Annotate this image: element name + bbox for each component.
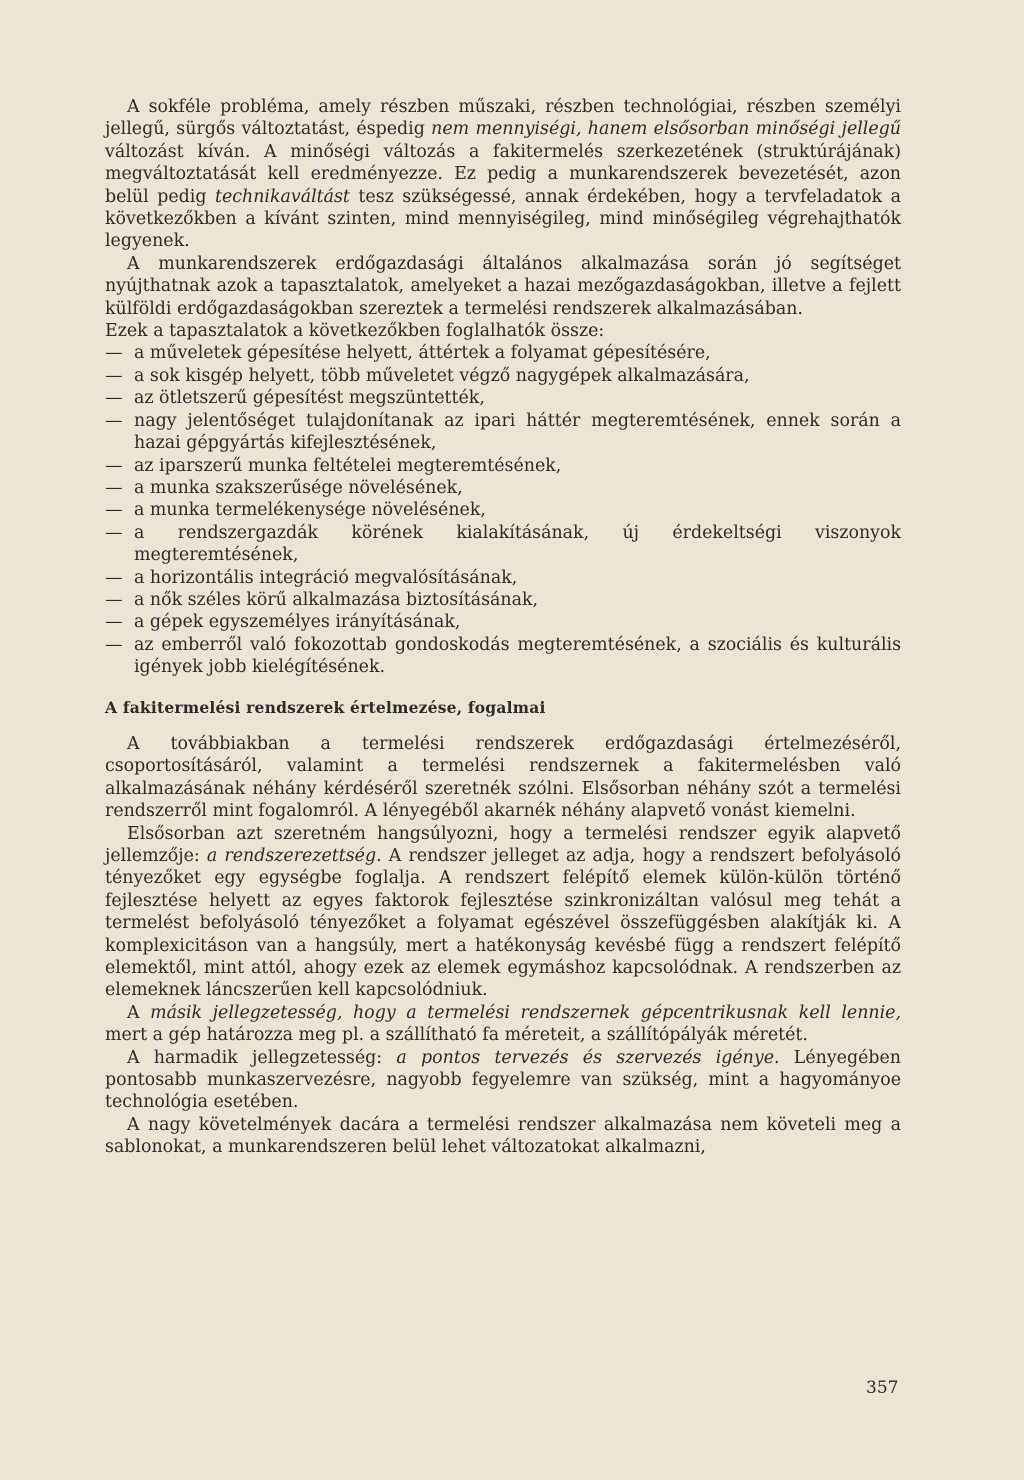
paragraph-summary-lead: Ezek a tapasztalatok a következőkben foglalhatók össze: xyxy=(105,321,605,342)
section-heading: A fakitermelési rendszerek értelmezése, fogalmai xyxy=(105,697,546,717)
list-item: — a nők széles körű alkalmazása biztosításának, xyxy=(105,589,901,611)
paragraph-section-4 xyxy=(105,1047,901,1114)
list-item: — a gépek egyszemélyes irányításának, xyxy=(105,611,901,633)
list-item: — a munka termelékenysége növelésének, xyxy=(105,499,901,521)
text-run: tesz szükségessé, annak érdekében, hogy a tervfeladatok a következőkben a kívánt szinten, mind mennyiségileg, mind minőségileg végrehajthatók legyenek. xyxy=(105,186,901,252)
experience-list xyxy=(105,342,901,678)
emphasis: technikaváltást xyxy=(215,186,350,207)
list-item: — az ötletszerű gépesítést megszüntették, xyxy=(105,387,901,409)
paragraph-section-2 xyxy=(105,823,901,1002)
paragraph-section-5: A nagy követelmények dacára a termelési rendszer alkalmazása nem követeli meg a sablonokat, a munkarendszeren belül lehet változatokat alkalmazni, xyxy=(105,1114,901,1158)
emphasis: másik jellegzetesség, hogy a termelési rendszernek gépcentrikusnak kell lennie, xyxy=(150,1002,901,1023)
list-item: — az iparszerű munka feltételei megteremtésének, xyxy=(105,455,901,477)
list-item: — a műveletek gépesítése helyett, áttértek a folyamat gépesítésére, xyxy=(105,342,901,364)
text-run: A harmadik jellegzetesség: xyxy=(127,1047,397,1068)
emphasis: a rendszerezettség. xyxy=(206,846,382,866)
list-item: — a rendszergazdák körének kialakításának, új érdekeltségi viszonyok megteremtésének, xyxy=(105,522,901,567)
list-item: — nagy jelentőséget tulajdonítanak az ipari háttér megteremtésének, ennek során a hazai gépgyártás kifejlesztésének, xyxy=(105,410,901,455)
list-item: — az emberről való fokozottab gondoskodás megteremtésének, a szociális és kulturális igények jobb kielégítésének. xyxy=(105,634,901,679)
paragraph-experience: A munkarendszerek erdőgazdasági általános alkalmazása során jó segítséget nyújthatnak azok a tapasztalatok, amelyeket a hazai mezőgazdaságokban, illetve a fejlett külföldi erdőgazdaságokban szereztek a termelési rendszerek alkalmazásában. xyxy=(105,253,901,319)
list-item: — a munka szakszerűsége növelésének, xyxy=(105,477,901,499)
text-run: A xyxy=(127,1002,151,1023)
text-run: változást kíván. A minőségi változás a fakitermelés szerkezetének (struktúrájának) megváltoztatását kell eredményezze. Ez pedig a munkarendszerek bevezetését, azon belül pedig xyxy=(105,141,901,207)
paragraph-intro xyxy=(105,96,901,253)
paragraph-section-1: A továbbiakban a termelési rendszerek erdőgazdasági értelmezéséről, csoportosításáról, valamint a termelési rendszernek a fakitermelésben való alkalmazásának néhány kérdéséről szeretnék szólni. Elsősorban néhány szót a termelési rendszerről mint fogalomról. A lényegéből akarnék néhány alapvető vonást kiemelni. xyxy=(105,733,901,822)
text-run: A sokféle probléma, amely részben műszaki, részben technológiai, részben személyi jellegű, sürgős változtatást, éspedig xyxy=(105,97,901,140)
page-number: 357 xyxy=(866,1378,899,1398)
list-item: — a horizontális integráció megvalósításának, xyxy=(105,567,901,589)
paragraph-section-3 xyxy=(105,1002,901,1047)
text-run: Elsősorban azt szeretném hangsúlyozni, hogy a termelési rendszer egyik alapvető jellemzője: xyxy=(105,823,901,866)
text-run: A rendszer jelleget az adja, hogy a rendszert befolyásoló tényezőket egy egységbe foglalja. A rendszert felépítő elemek külön-külön történő fejlesztése helyett az egyes faktorok fejlesztése szinkronizáltan valósul meg tehát a termelést befolyásoló tényezőket a folyamat egészével összefüggésben alakítják ki. A komplexicitáson van a hangsúly, mert a hatékonyság kevésbé függ a rendszert felépítő elemektől, mint attól, ahogy ezek az elemek egymáshoz kapcsolódnak. A rendszerben az elemeknek láncszerűen kell kapcsolódniuk. xyxy=(105,846,901,1001)
text-run: mert a gép határozza meg pl. a szállítható fa méreteit, a szállítópályák méretét. xyxy=(105,1025,808,1046)
page-body xyxy=(105,96,901,1159)
emphasis: a pontos tervezés és szervezés igénye. xyxy=(396,1047,780,1068)
emphasis: nem mennyiségi, hanem elsősorban minőségi jellegű xyxy=(431,119,901,140)
list-item: — a sok kisgép helyett, több műveletet végző nagygépek alkalmazására, xyxy=(105,365,901,387)
text-run: Lényegében pontosabb munkaszervezésre, nagyobb fegyelemre van szükség, mint a hagyományoe technológia esetében. xyxy=(105,1047,901,1113)
